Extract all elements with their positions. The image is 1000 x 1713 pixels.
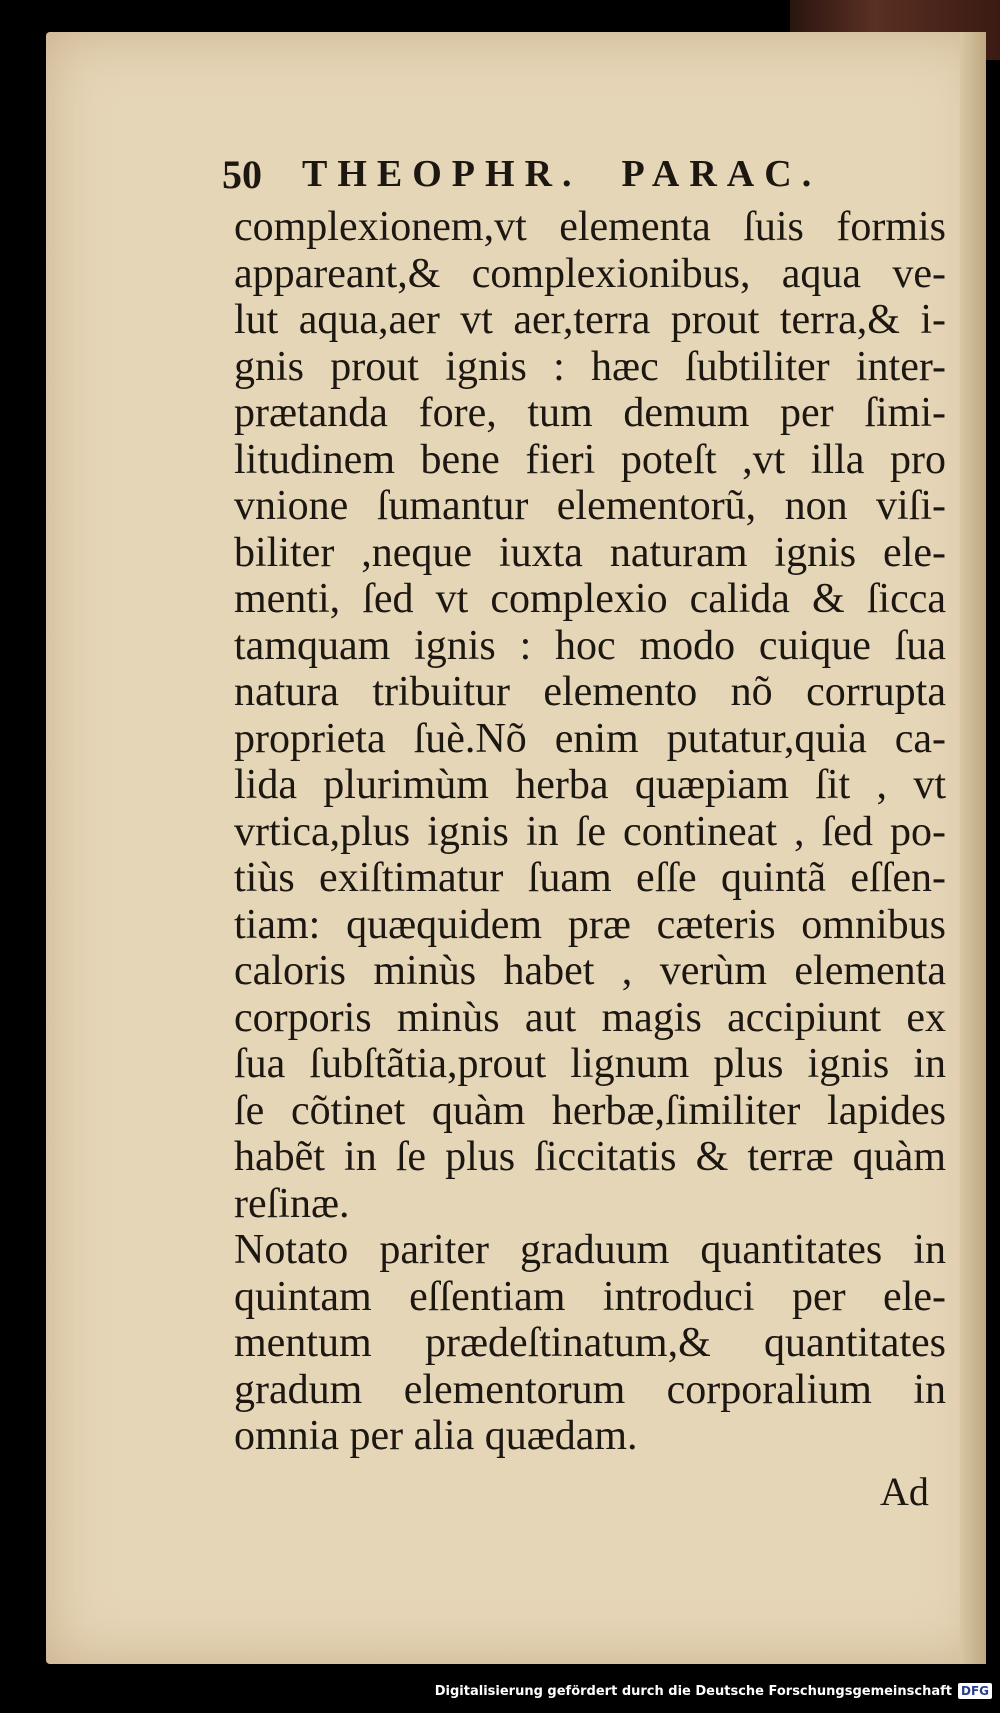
running-title-name: PARAC. [621, 153, 822, 195]
text-line: tiam: quæquidem præ cæteris omnibus [234, 901, 946, 948]
text-line: vrtica,plus ignis in ſe contineat , ſed po- [234, 808, 946, 855]
text-line: menti, ſed vt complexio calida & ſicca [234, 576, 946, 622]
page-edge-shadow [960, 32, 986, 1664]
text-line: gnis prout ignis : hæc ſubtiliter inter- [234, 343, 946, 390]
text-line: caloris minùs habet , verùm elementa [234, 948, 946, 994]
catchword: Ad [880, 1469, 929, 1514]
text-line: biliter ,neque iuxta naturam ignis ele- [234, 529, 946, 576]
text-line: Notato pariter graduum quantitates in [234, 1227, 946, 1273]
text-line: habẽt in ſe plus ſiccitatis & terræ quàm [234, 1134, 946, 1180]
text-line: litudinem bene fieri poteſt ,vt illa pro [234, 436, 946, 483]
text-line: lut aqua,aer vt aer,terra prout terra,& i- [234, 297, 946, 343]
body-text [234, 204, 946, 1460]
funding-credit: Digitalisierung gefördert durch die Deutsche Forschungsgemeinschaft [434, 1683, 952, 1699]
text-line: omnia per alia quædam. [234, 1413, 638, 1459]
running-title-author: THEOPHR. [302, 153, 582, 195]
text-line: reſinæ. [234, 1180, 350, 1227]
text-line: prætanda fore, tum demum per ſimi- [234, 390, 946, 436]
text-line: tiùs exiſtimatur ſuam eſſe quintã eſſen- [234, 855, 946, 901]
text-line: ſe cõtinet quàm herbæ,ſimiliter lapides [234, 1087, 946, 1134]
page-number: 50 [222, 151, 262, 197]
text-line: corporis minùs aut magis accipiunt ex [234, 994, 946, 1041]
text-line: ſua ſubſtãtia,prout lignum plus ignis in [234, 1041, 946, 1087]
digitization-footer [435, 1673, 992, 1709]
text-line: mentum prædeſtinatum,& quantitates [234, 1320, 946, 1366]
text-line: quintam eſſentiam introduci per ele- [234, 1273, 946, 1320]
text-line: appareant,& complexionibus, aqua ve- [234, 250, 946, 297]
text-line: tamquam ignis : hoc modo cuique ſua [234, 622, 946, 669]
text-line: complexionem,vt elementa ſuis formis [234, 204, 946, 250]
text-line: natura tribuitur elemento nõ corrupta [234, 669, 946, 715]
running-header [222, 148, 942, 200]
text-line: vnione ſumantur elementorũ, non viſi- [234, 483, 946, 529]
text-line: proprieta ſuè.Nõ enim putatur,quia ca- [234, 715, 946, 762]
text-line: lida plurimùm herba quæpiam ſit , vt [234, 762, 946, 808]
text-line: gradum elementorum corporalium in [234, 1366, 946, 1413]
dfg-logo-icon: DFG [958, 1683, 992, 1699]
